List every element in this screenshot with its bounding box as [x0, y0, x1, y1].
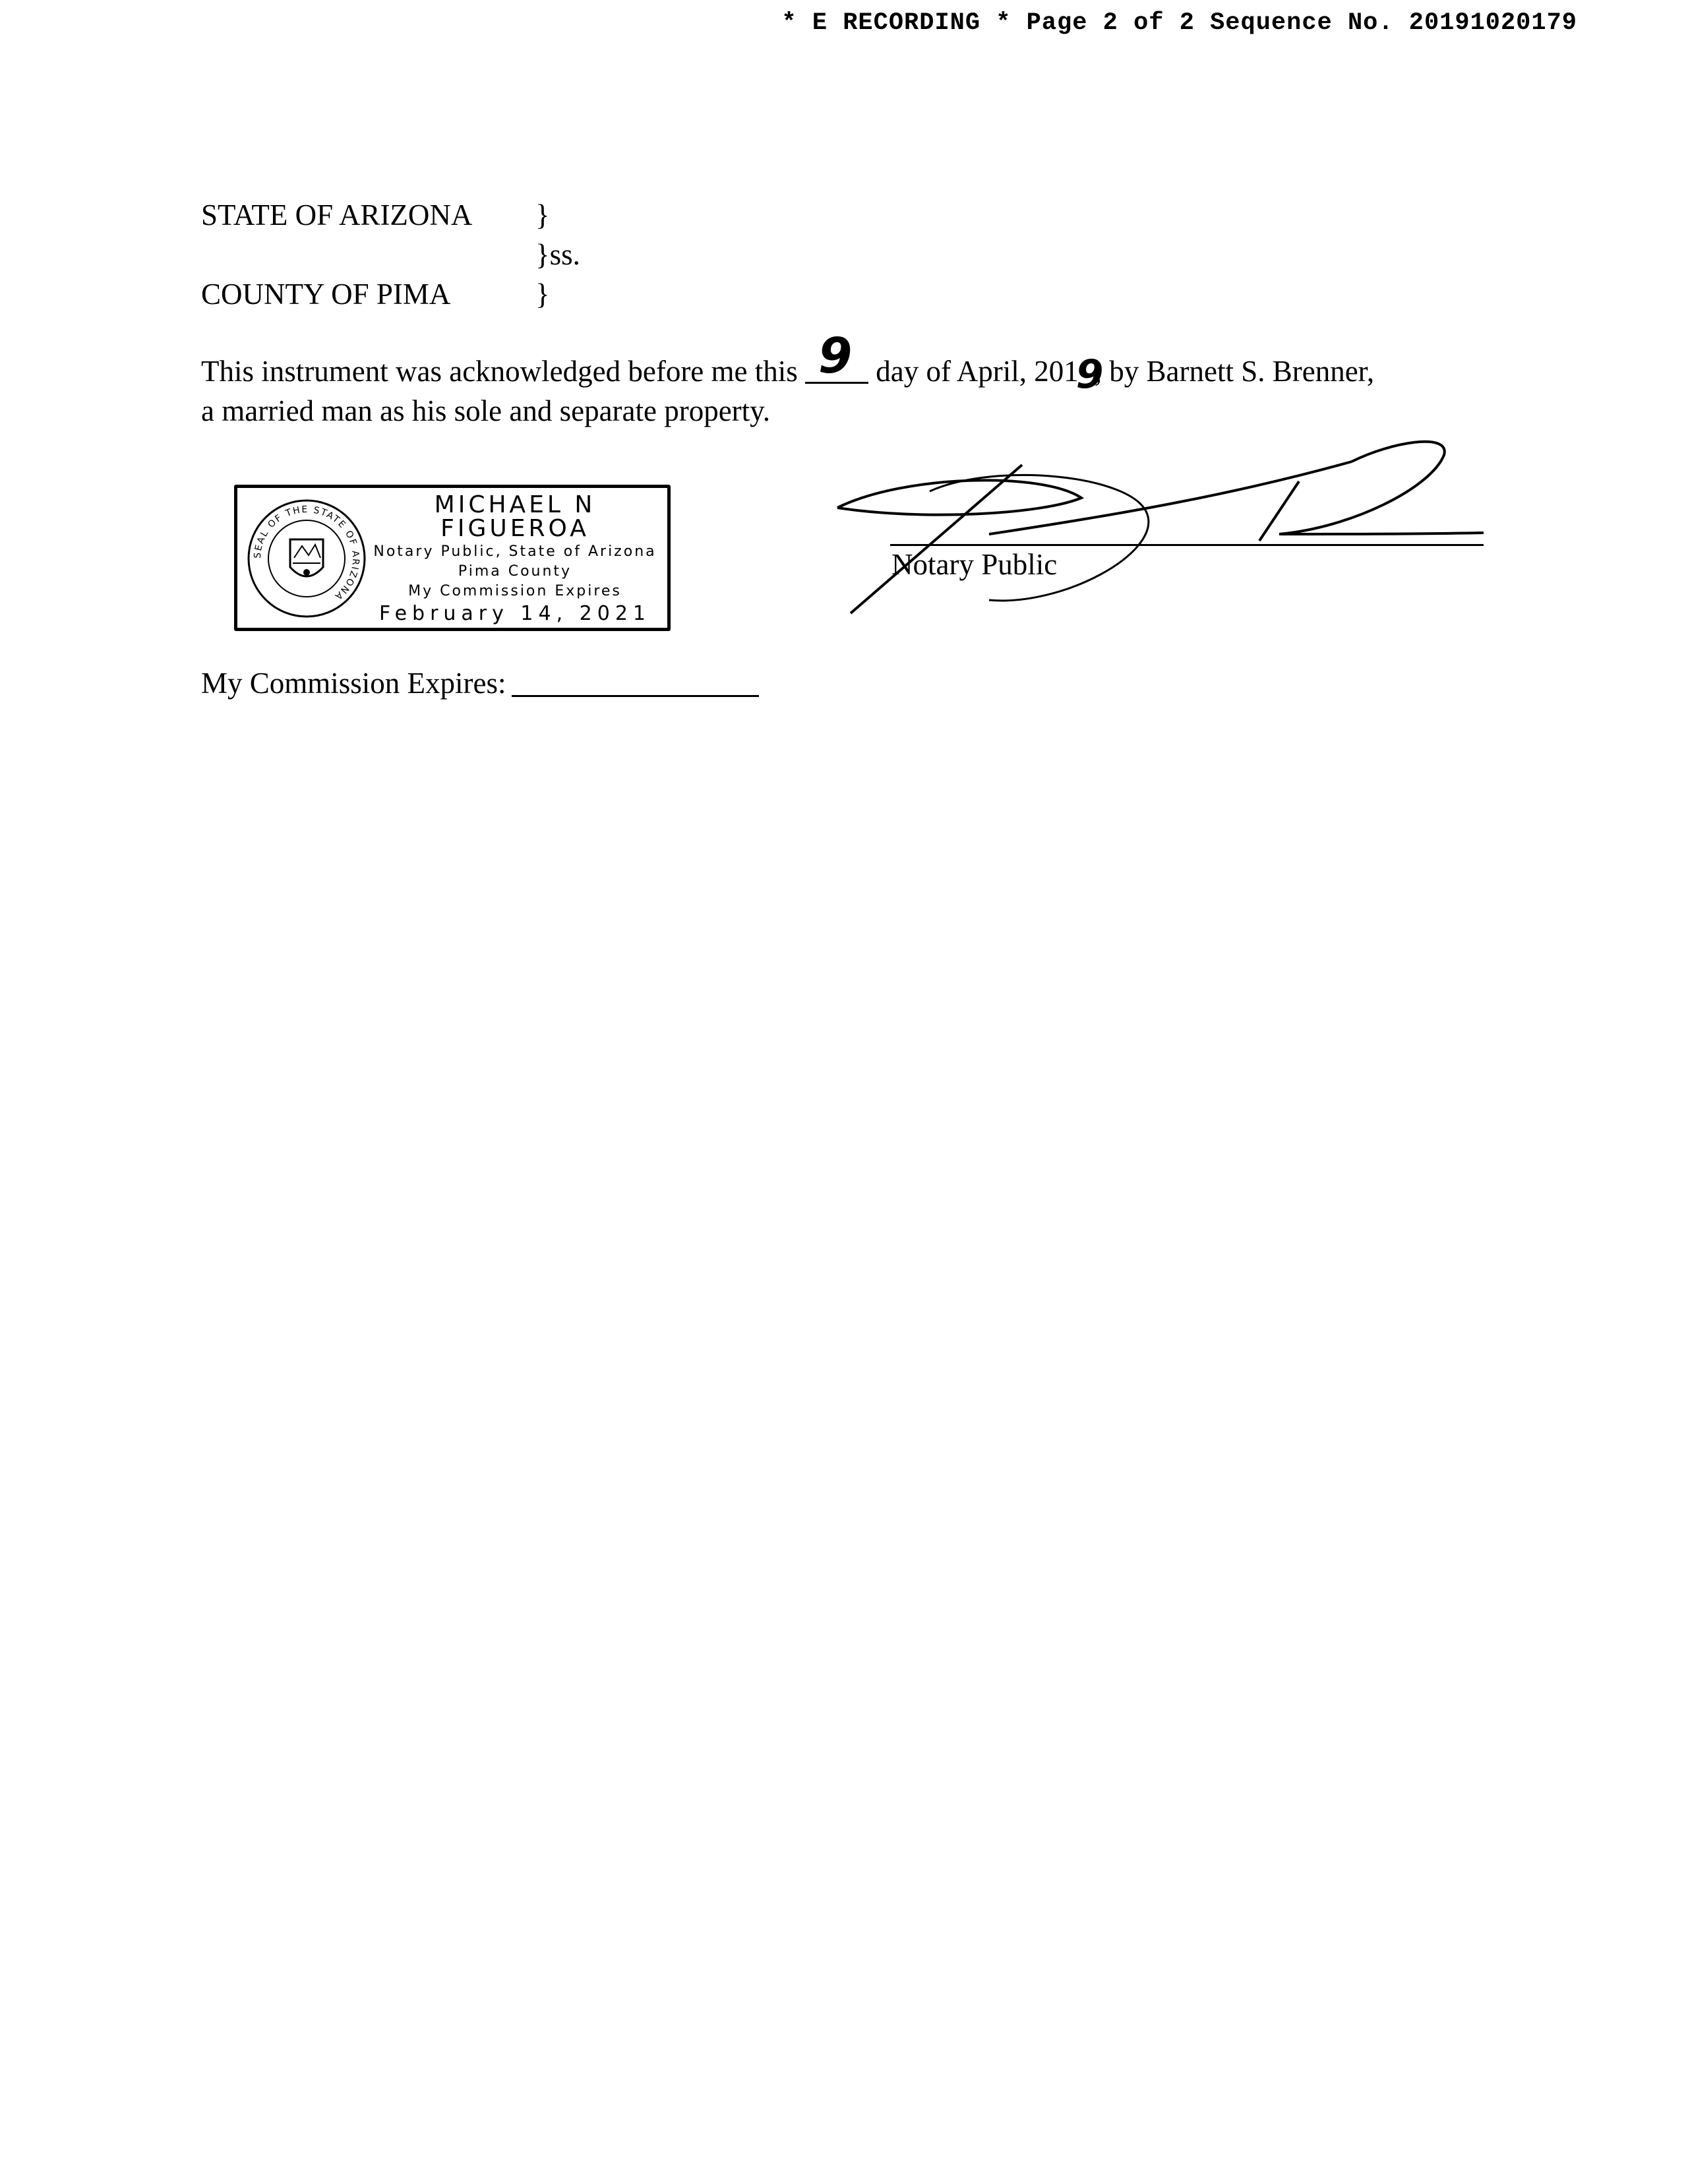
seal-text: SEAL OF THE STATE OF ARIZONA	[252, 504, 361, 603]
venue-state: STATE OF ARIZONA	[201, 198, 473, 231]
ack-suffix: , by Barnett S. Brenner,	[1094, 355, 1375, 388]
commission-expires-label: My Commission Expires:	[201, 667, 506, 700]
stamp-text-block	[367, 493, 663, 624]
acknowledgment-line-1	[201, 328, 1375, 398]
commission-expires	[201, 666, 759, 700]
venue-brace-bottom: }	[535, 278, 550, 311]
notary-expiration: February 14, 2021	[378, 602, 651, 625]
day-blank	[805, 328, 868, 384]
notary-county: Pima County	[458, 563, 572, 580]
notary-public-label: Notary Public	[891, 548, 1058, 581]
notary-name: MICHAEL N FIGUEROA	[434, 491, 596, 542]
venue-ss: }ss.	[535, 238, 580, 271]
handwritten-day: 9	[818, 328, 853, 384]
acknowledgment-line-2: a married man as his sole and separate property.	[201, 394, 770, 427]
arizona-seal-icon	[247, 499, 367, 619]
venue-county: COUNTY OF PIMA	[201, 278, 451, 311]
notary-stamp	[234, 485, 671, 631]
venue-brace-top: }	[535, 198, 550, 231]
ack-prefix: This instrument was acknowledged before me this	[201, 355, 798, 388]
notary-commission-label: My Commission Expires	[408, 583, 622, 599]
notary-title: Notary Public, State of Arizona	[373, 543, 657, 560]
recording-header: * E RECORDING * Page 2 of 2 Sequence No. 20191020179	[781, 9, 1577, 37]
commission-expires-blank	[512, 667, 759, 697]
handwritten-year-digit: 9	[1075, 351, 1104, 398]
ack-middle: day of April, 201	[876, 355, 1079, 388]
handwritten-signature	[824, 435, 1497, 620]
